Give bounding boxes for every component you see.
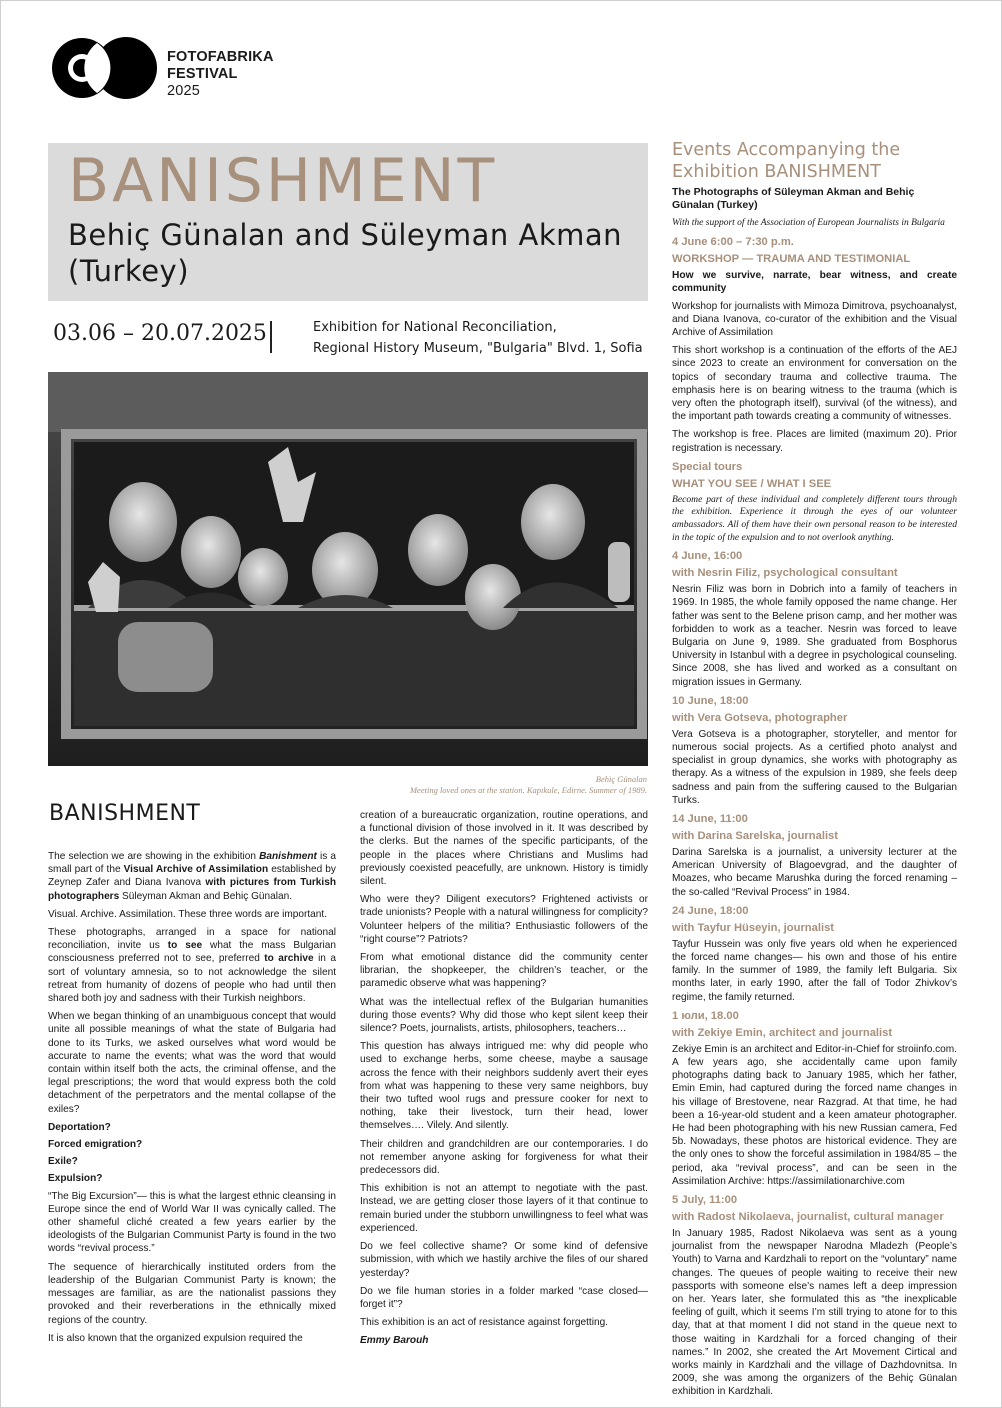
tour-date: 4 June, 16:00 <box>672 550 743 563</box>
article-question: Deportation? <box>48 1121 111 1133</box>
article-paragraph: Who were they? Diligent executors? Frightened activists or trade unionists? People with a natural willingness for complicity? Volunteer helpers of the militia? Enthusiastic followers of the “right course”? Patriots? <box>360 894 648 945</box>
tour-date: 24 June, 18:00 <box>672 904 749 917</box>
article-column-2 <box>360 809 648 1353</box>
exhibition-subtitle-text: Behiç Günalan and Süleyman Akman (Turkey) <box>68 218 623 288</box>
workshop-date: 4 June 6:00 – 7:30 p.m. <box>672 235 794 248</box>
tour-text: Nesrin Filiz was born in Dobrich into a family of teachers in 1969. In 1985, the whole family opposed the name change. Her father was sent to the Belene prison camp, and her mother was forbidden to work as a teacher. Nesrin was forced to leave Bulgaria on June 9, 1989. She graduated from Bosphorus University in Istanbul with a degree in psychological counseling. Since 2008, she has lived and worked as a consultant on migration issues in Germany. <box>672 584 957 688</box>
text-run-bold: with pictures from Turkish photographers <box>48 877 336 902</box>
workshop-subtitle: How we survive, narrate, bear witness, and create community <box>672 269 957 294</box>
article-question: Exile? <box>48 1156 78 1168</box>
caption-text: Meeting loved ones at the station. Kapıkule, Edirne. Summer of 1989. <box>409 785 647 795</box>
workshop-paragraph: Workshop for journalists with Mimoza Dimitrova, psychoanalyst, and Diana Ivanova, co-curator of the exhibition and the Visual Archive of Assimilation <box>672 300 957 338</box>
tour-guide: with Tayfur Hüseyin, journalist <box>672 921 835 934</box>
tours-label: Special tours <box>672 460 743 473</box>
festival-logo <box>49 35 167 101</box>
venue-line-1: Exhibition for National Reconciliation, <box>313 320 557 335</box>
tour-guide: with Radost Nikolaeva, journalist, cultural manager <box>672 1211 944 1224</box>
tour-text: Zekiye Emin is an architect and Editor-in-Chief for stroiinfo.com. A few years ago, she accidentally came upon family photographs dating back to January 1985, which her father, Emin Emin, had captured during the forced name changes in his village of Brestovene, near Razgrad. At that time, he had been a 16-year-old student and a keen amateur photographer. He had been photographing with his new Russian camera, Fed 5b. Nowadays, these photos are historical evidence. They are the only ones to show the forceful assimilation in 1984/85 – the period, aka “revival process”, and can be seen in the Assimilation Archive: https://assimilationarchive.com <box>672 1043 957 1187</box>
tour-date: 10 June, 18:00 <box>672 694 749 707</box>
tour-guide: with Nesrin Filiz, psychological consultant <box>672 567 898 580</box>
tour-guide: with Zekiye Emin, architect and journalist <box>672 1026 893 1039</box>
text-run: The selection we are showing in the exhibition <box>48 851 260 862</box>
article-column-1 <box>48 850 336 1350</box>
caption-author: Behiç Günalan <box>595 774 647 784</box>
exhibition-title: BANISHMENT <box>68 146 498 216</box>
tours-description: Become part of these individual and completely different tours through the exhibition. Experience it through the eyes of our volunteer ambassadors. All of them have their own personal reason to be interested in the topic of the expulsion and to not overlook anything. <box>672 493 957 543</box>
tour-date: 5 July, 11:00 <box>672 1194 738 1207</box>
tour-date: 14 June, 11:00 <box>672 812 748 825</box>
tour-event <box>672 812 957 899</box>
article-paragraph: This question has always intrigued me: why did people who used to exchange herbs, some cheese, maybe a sausage across the fence with their neighbors suddenly avert their eyes from what was happening to these very same neighbors, buy their two tufted wool rugs and pressure cooker for next to nothing, take their livestock, turn their head, lower themselves…. Vilely. And silently. <box>360 1041 648 1132</box>
text-run: established by Zeynep Zafer and Diana Ivanova <box>48 864 336 889</box>
article-paragraph: “The Big Excursion”— this is what the largest ethnic cleansing in Europe since the end of World War II was cynically called. The other shameful cliché created a few years earlier by the ideologists of the Bulgarian Communist Party is found in the two words “revival process.” <box>48 1190 336 1255</box>
festival-name-line2: FESTIVAL <box>167 66 238 82</box>
tour-event <box>672 1193 957 1399</box>
article-paragraph: This exhibition is not an attempt to negotiate with the past. Instead, we are getting closer those layers of it that continue to remain buried under the stubborn unwillingness to feel what was experienced. <box>360 1183 648 1234</box>
text-run-bold: to see <box>167 940 203 952</box>
text-run: These photographs, arranged in a space for national reconciliation, invite us <box>48 927 336 952</box>
article-paragraph: This exhibition is an act of resistance against forgetting. <box>360 1317 608 1329</box>
text-run: in a sort of voluntary amnesia, so to not acknowledge the silent retreat from humanity of dozens of people who had until then shared both joy and sadness with their Turkish neighbors. <box>48 953 336 1005</box>
venue-line-2: Regional History Museum, "Bulgaria" Blvd. 1, Sofia <box>313 341 643 356</box>
dates-divider <box>270 321 272 353</box>
text-run: Süleyman Akman and Behiç Günalan. <box>119 890 293 902</box>
festival-year: 2025 <box>167 83 201 99</box>
tour-text: Darina Sarelska is a journalist, a university lecturer at the American University of Blagoevgrad, and the daughter of Moazes, who became Marushka during the forced renaming – the so-called “Revival Process” in 1984. <box>672 846 957 898</box>
workshop-title: WORKSHOP — TRAUMA AND TESTIMONIAL <box>672 252 911 265</box>
article-paragraph: Their children and grandchildren are our contemporaries. I do not remember anyone asking for forgiveness for what their predecessors did. <box>360 1138 648 1177</box>
article-paragraph: From what emotional distance did the community center librarian, the shopkeeper, the children’s teacher, or the paramedic observe what was happening? <box>360 952 648 990</box>
festival-name-line1: FOTOFABRIKA <box>167 49 274 65</box>
tour-event <box>672 904 957 1004</box>
text-run-emphasis: Banishment <box>259 851 317 862</box>
article-title: BANISHMENT <box>49 801 201 826</box>
article-paragraph: The sequence of hierarchically instituted orders from the leadership of the Bulgarian Communist Party is known; the messages are familiar, as are the nationalist passions they provoked and their reverberations in the ethnically mixed regions of the country. <box>48 1261 336 1326</box>
workshop-paragraph: The workshop is free. Places are limited (maximum 20). Prior registration is necessary. <box>672 429 957 454</box>
tour-guide: with Vera Gotseva, photographer <box>672 711 848 724</box>
exhibition-title-box <box>48 143 648 301</box>
text-run: what the mass Bulgarian consciousness preferred not to see, preferred <box>48 940 336 965</box>
events-title: Events Accompanying the Exhibition BANISHMENT <box>672 140 901 182</box>
article-paragraph <box>48 850 336 903</box>
events-column <box>672 139 957 1404</box>
photo-caption <box>301 774 647 796</box>
tour-date: 1 юли, 18.00 <box>672 1009 739 1022</box>
text-run-bold: to archive <box>264 953 314 965</box>
tour-guide: with Darina Sarelska, journalist <box>672 829 839 842</box>
article-paragraph: What was the intellectual reflex of the Bulgarian humanities during those events? Why did those who kept silent keep their silence? Poets, journalists, artists, philosophers, teachers… <box>360 996 648 1035</box>
tour-event <box>672 1009 957 1188</box>
exhibition-photo <box>48 372 648 766</box>
tour-event <box>672 694 957 807</box>
text-run: is a small part of the <box>48 851 336 876</box>
events-support-note: With the support of the Association of European Journalists in Bulgaria <box>672 218 945 228</box>
tour-event <box>672 549 957 689</box>
festival-name <box>167 49 274 100</box>
article-paragraph: Do we file human stories in a folder marked “case closed—forget it”? <box>360 1285 648 1310</box>
article-paragraph: When we began thinking of an unambiguous concept that would unite all possible meanings of what the state of Bulgaria had done to its Turks, we asked ourselves what word would be accurate to name the events; what was the word that would contain within itself both the acts, the criminal offense, and the legal prescriptions; the word that would express both the cold detachment of the perpetrators and the mental collapse of the exiles? <box>48 1011 336 1115</box>
article-signature: Emmy Barouh <box>360 1335 429 1347</box>
tours-title: WHAT YOU SEE / WHAT I SEE <box>672 477 832 490</box>
workshop-paragraph: This short workshop is a continuation of the efforts of the AEJ since 2023 to create an environment for conversation on the topics of secondary trauma and collective trauma. The emphasis here is on bearing witness to the trauma (which is very often the photograph itself), survival (of the witness), and the important path towards creating a community of witnesses. <box>672 345 957 423</box>
article-paragraph <box>48 926 336 1005</box>
article-paragraph: Visual. Archive. Assimilation. These three words are important. <box>48 908 328 920</box>
events-subtitle: The Photographs of Süleyman Akman and Behiç Günalan (Turkey) <box>672 186 915 211</box>
exhibition-subtitle <box>68 217 638 289</box>
tour-text: In January 1985, Radost Nikolaeva was sent as a young journalist from the newspaper Narodna Mladezh (People’s Youth) to Varna and Kardzhali to report on the “voluntary” name changes. The queues of people waiting to receive their new passports with someone else’s names left a deep impression on her. Years later, she formulated this as “the inexplicable feeling of guilt, which it seems I’m still trying to atone for to this day, that at that moment I did not stand in the queue next to those waiting in Kardzhali for a forced changing of their names.” In 2002, she created the Art Movement Cirtical and works mainly in Kardzhali and the village of Dazhdovnitsa. In 2009, she was among the organizers of the Behiç Günalan exhibition in Kardzhali. <box>672 1228 957 1398</box>
article-question: Forced emigration? <box>48 1139 143 1151</box>
tour-text: Vera Gotseva is a photographer, storyteller, and mentor for numerous social projects. As a certified photo analyst and specialist in group dynamics, she works with photography as therapy. As a witness of the expulsion in 1989, she feels deep sadness and pain from the suffering caused to the Bulgarian Turks. <box>672 728 957 806</box>
exhibition-dates: 03.06 – 20.07.2025 <box>53 321 267 346</box>
article-question: Expulsion? <box>48 1173 103 1185</box>
tour-text: Tayfur Hussein was only five years old when he experienced the forced name changes— his own and those of his entire family. In the summer of 1989, the family left Bulgaria. Six months later, in early 1990, after the fall of Todor Zhivkov’s regime, the family returned. <box>672 938 957 1003</box>
article-paragraph: It is also known that the organized expulsion required the <box>48 1332 303 1344</box>
text-run-bold: Visual Archive of Assimilation <box>123 864 269 876</box>
article-paragraph: creation of a bureaucratic organization, routine operations, and a functional division of those involved in it. It was described by the clerks. But the names of the specific participants, of the people in the places where Christians and Muslims had previously coexisted peacefully, are unknown. History is timidly silent. <box>360 810 648 888</box>
exhibition-venue <box>313 317 643 359</box>
article-paragraph: Do we feel collective shame? Or some kind of defensive submission, with which we hastily archive the files of our shared yesterday? <box>360 1241 648 1279</box>
